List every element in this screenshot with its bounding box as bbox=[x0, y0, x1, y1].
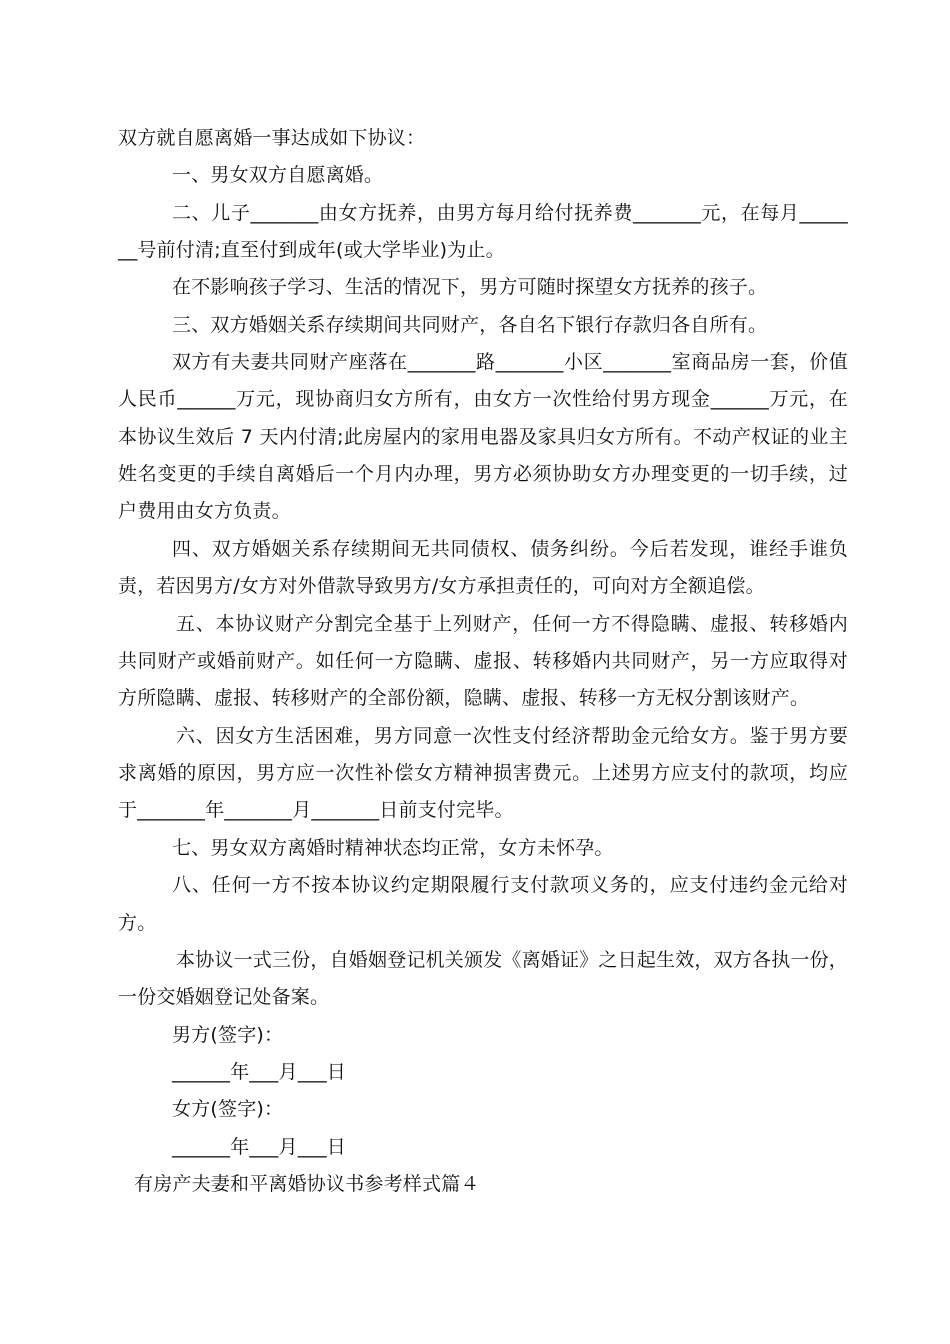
property-line-3: 本协议生效后 7 天内付清;此房屋内的家用电器及家具归女方所有。不动产权证的业主 bbox=[118, 426, 848, 448]
property-line-5: 户费用由女方负责。 bbox=[118, 500, 291, 522]
clause-7-line: 七、男女双方离婚时精神状态均正常，女方未怀孕。 bbox=[172, 837, 614, 859]
copies-line-1: 本协议一式三份，自婚姻登记机关颁发《离婚证》之日起生效，双方各执一份， bbox=[176, 949, 849, 971]
clause-2-line-2: __号前付清;直至付到成年(或大学毕业)为止。 bbox=[118, 239, 505, 261]
male-signature-label: 男方(签字)： bbox=[172, 1024, 284, 1046]
clause-6-line-2: 求离婚的原因，男方应一次性补偿女方精神损害费元。上述男方应支付的款项，均应 bbox=[118, 762, 848, 784]
clause-5-line-3: 方所隐瞒、虚报、转移财产的全部份额，隐瞒、虚报、转移一方无权分割该财产。 bbox=[118, 687, 810, 709]
property-line-4: 姓名变更的手续自离婚后一个月内办理，男方必须协助女方办理变更的一切手续，过 bbox=[118, 463, 848, 485]
intro-line: 双方就自愿离婚一事达成如下协议： bbox=[118, 127, 426, 149]
visitation-line: 在不影响孩子学习、生活的情况下，男方可随时探望女方抚养的孩子。 bbox=[172, 276, 768, 298]
clause-3-line: 三、双方婚姻关系存续期间共同财产，各自名下银行存款归各自所有。 bbox=[172, 314, 768, 336]
female-signature-date: ______年___月___日 bbox=[172, 1136, 347, 1158]
clause-6-line-3: 于_______年_______月_______日前支付完毕。 bbox=[118, 799, 514, 821]
copies-line-2: 一份交婚姻登记处备案。 bbox=[118, 986, 330, 1008]
property-line-1: 双方有夫妻共同财产座落在_______路_______小区_______室商品房一套，价值 bbox=[172, 351, 848, 373]
clause-4-line-1: 四、双方婚姻关系存续期间无共同债权、债务纠纷。今后若发现，谁经手谁负 bbox=[172, 538, 848, 560]
clause-5-line-1: 五、本协议财产分割完全基于上列财产，任何一方不得隐瞒、虚报、转移婚内 bbox=[176, 613, 848, 635]
clause-8-line-2: 方。 bbox=[118, 912, 157, 934]
clause-5-line-2: 共同财产或婚前财产。如任何一方隐瞒、虚报、转移婚内共同财产，另一方应取得对 bbox=[118, 650, 848, 672]
next-section-title: 有房产夫妻和平离婚协议书参考样式篇４ bbox=[134, 1173, 480, 1195]
clause-1-line: 一、男女双方自愿离婚。 bbox=[172, 164, 384, 186]
property-line-2: 人民币______万元，现协商归女方所有，由女方一次性给付男方现金______万元，在 bbox=[118, 388, 848, 410]
clause-4-line-2: 责，若因男方/女方对外借款导致男方/女方承担责任的，可向对方全额追偿。 bbox=[118, 575, 765, 597]
clause-8-line-1: 八、任何一方不按本协议约定期限履行支付款项义务的，应支付违约金元给对 bbox=[172, 874, 848, 896]
clause-6-line-1: 六、因女方生活困难，男方同意一次性支付经济帮助金元给女方。鉴于男方要 bbox=[176, 725, 848, 747]
clause-2-line-1: 二、儿子_______由女方抚养，由男方每月给付抚养费_______元，在每月_____ bbox=[172, 202, 848, 224]
female-signature-label: 女方(签字)： bbox=[172, 1098, 284, 1120]
male-signature-date: ______年___月___日 bbox=[172, 1061, 347, 1083]
